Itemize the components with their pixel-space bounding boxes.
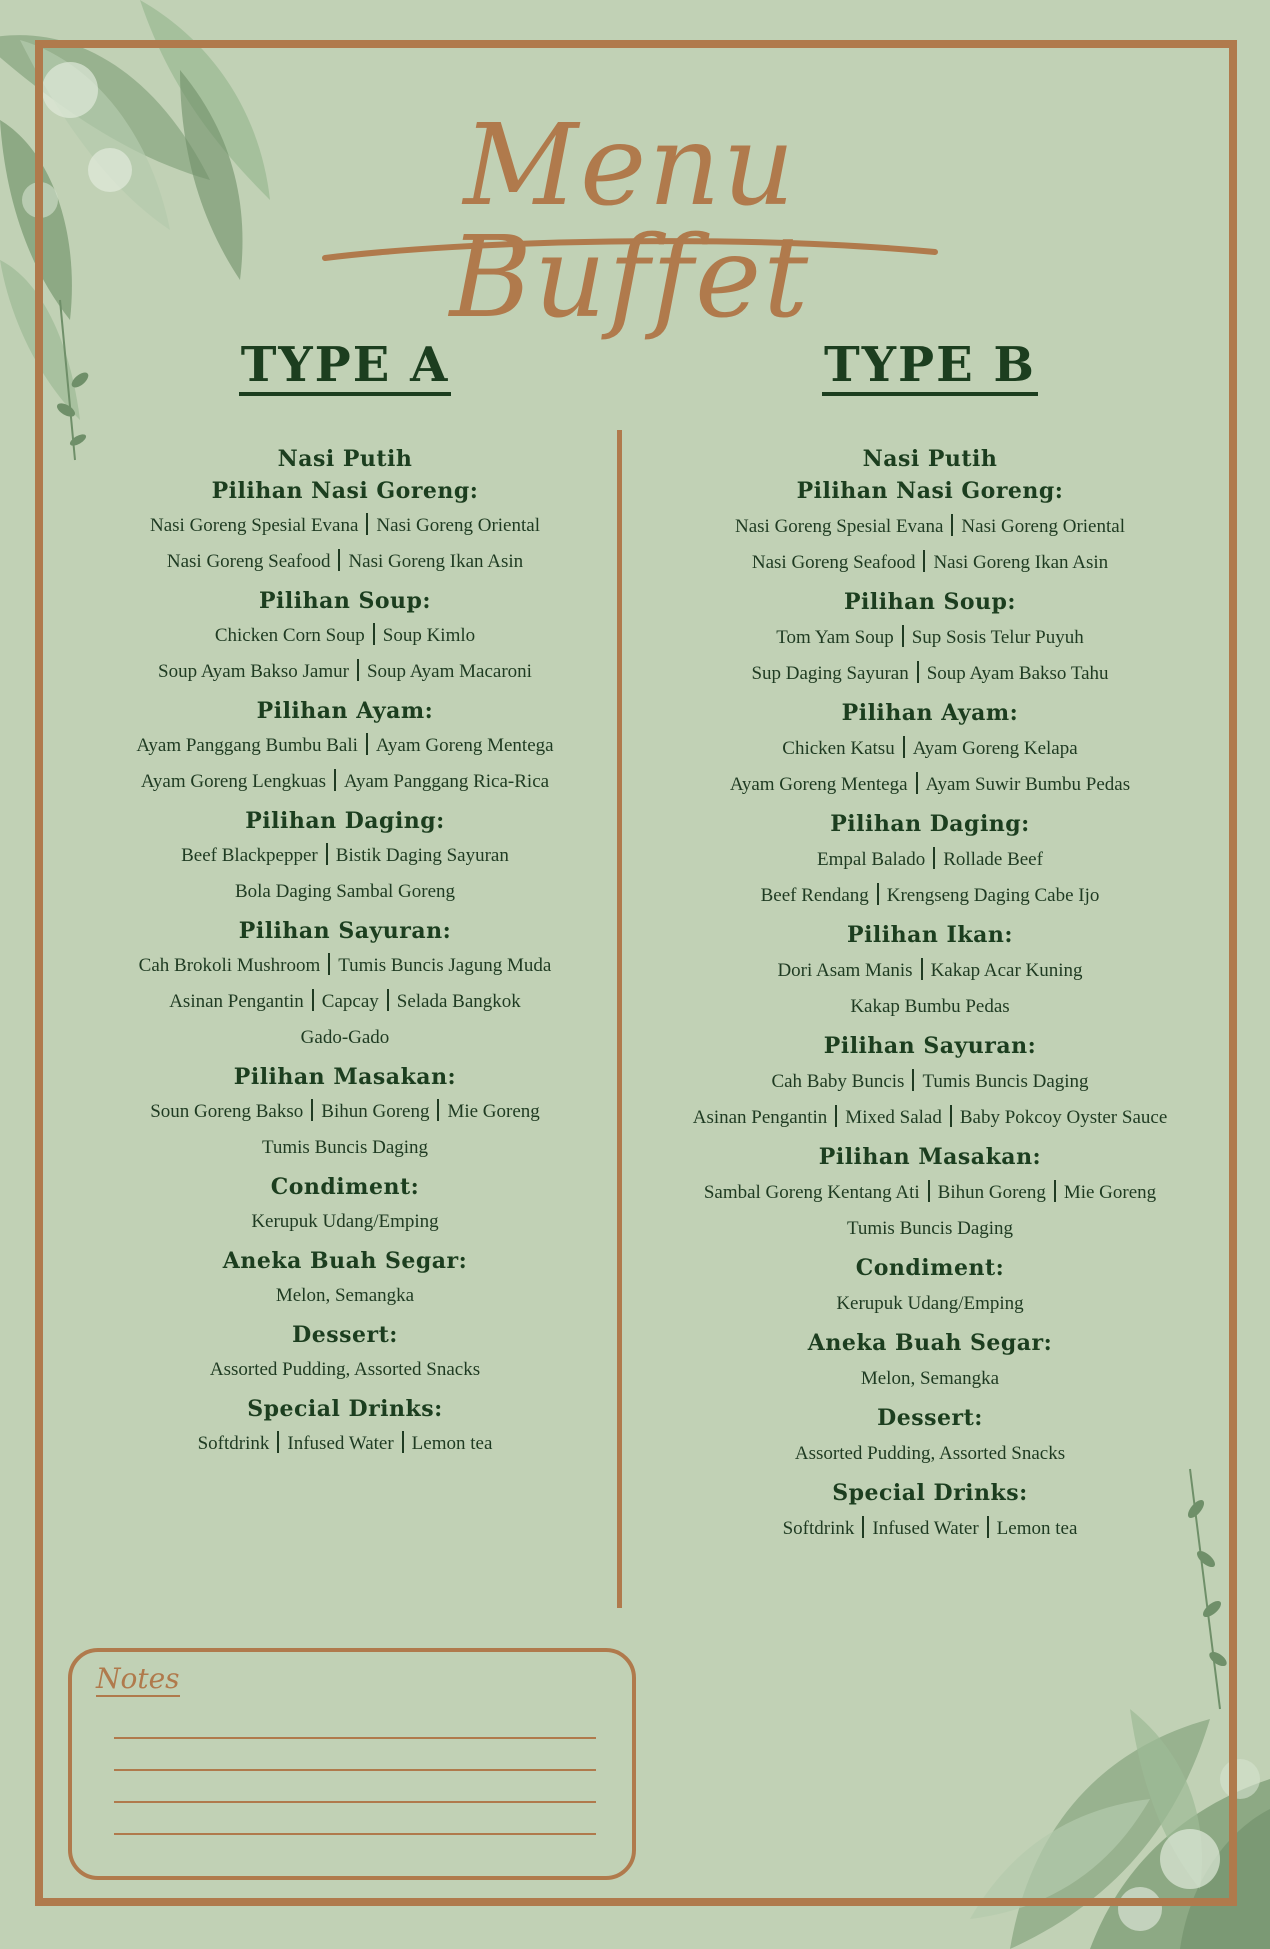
menu-item: Melon, Semangka <box>275 1285 415 1307</box>
menu-item: Bihun Goreng <box>937 1182 1046 1204</box>
menu-line <box>70 618 620 654</box>
menu-item: Cah Brokoli Mushroom <box>138 955 321 977</box>
menu-item: Baby Pokcoy Oyster Sauce <box>959 1107 1168 1129</box>
menu-line <box>70 984 620 1020</box>
section-title: Aneka Buah Segar: <box>807 1330 1053 1357</box>
menu-section <box>70 446 620 473</box>
item-separator <box>1054 1180 1056 1202</box>
menu-item: Assorted Pudding, Assorted Snacks <box>794 1443 1066 1465</box>
menu-item: Chicken Corn Soup <box>214 625 365 647</box>
menu-section <box>70 480 620 580</box>
notes-line <box>114 1737 596 1739</box>
section-title: Pilihan Daging: <box>830 811 1030 838</box>
section-title: Pilihan Daging: <box>245 808 445 835</box>
menu-item: Melon, Semangka <box>860 1368 1000 1390</box>
menu-line <box>640 1175 1220 1211</box>
menu-section <box>640 591 1220 692</box>
menu-item: Soup Kimlo <box>382 625 476 647</box>
section-title: Pilihan Nasi Goreng: <box>796 478 1064 505</box>
section-title: Pilihan Sayuran: <box>823 1033 1037 1060</box>
menu-section <box>640 702 1220 803</box>
menu-item: Empal Balado <box>817 849 926 871</box>
menu-line <box>70 1094 620 1130</box>
notes-box <box>68 1648 636 1880</box>
menu-title-text: Menu Buffet <box>449 101 811 343</box>
menu-item: Mie Goreng <box>1063 1182 1157 1204</box>
menu-line <box>70 508 620 544</box>
menu-item: Ayam Goreng Kelapa <box>912 738 1078 760</box>
menu-item: Kakap Bumbu Pedas <box>850 996 1010 1018</box>
menu-item: Ayam Goreng Mentega <box>729 774 908 796</box>
menu-section <box>70 1398 620 1462</box>
menu-item: Mixed Salad <box>845 1107 942 1129</box>
notes-title: Notes <box>96 1662 180 1695</box>
menu-item: Tumis Buncis Daging <box>846 1218 1014 1240</box>
menu-section <box>640 1407 1220 1472</box>
menu-item: Ayam Goreng Lengkuas <box>140 771 326 793</box>
menu-line <box>70 1130 620 1166</box>
menu-item: Lemon tea <box>411 1433 493 1455</box>
type-b-heading: TYPE B <box>822 340 1038 396</box>
menu-column-type-a <box>70 337 620 1472</box>
menu-column-type-b <box>640 337 1220 1557</box>
item-separator <box>862 1516 864 1538</box>
section-title: Pilihan Ayam: <box>841 700 1019 727</box>
section-title: Condiment: <box>855 1255 1005 1282</box>
item-separator <box>987 1516 989 1538</box>
menu-item: Nasi Goreng Spesial Evana <box>150 515 359 537</box>
menu-line <box>640 1361 1220 1397</box>
menu-line <box>640 1511 1220 1547</box>
menu-section <box>70 1066 620 1166</box>
notes-line <box>114 1801 596 1803</box>
menu-line <box>70 948 620 984</box>
menu-item: Sup Sosis Telur Puyuh <box>911 627 1084 649</box>
section-title: Pilihan Masakan: <box>818 1144 1042 1171</box>
item-separator <box>950 1105 952 1127</box>
menu-line <box>70 838 620 874</box>
menu-line <box>70 544 620 580</box>
menu-line <box>70 1278 620 1314</box>
item-separator <box>835 1105 837 1127</box>
menu-item: Kakap Acar Kuning <box>930 960 1083 982</box>
menu-item: Asinan Pengantin <box>169 991 304 1013</box>
section-title: Aneka Buah Segar: <box>222 1248 468 1275</box>
menu-item: Soup Ayam Bakso Tahu <box>926 663 1109 685</box>
section-title: Pilihan Ikan: <box>847 922 1013 949</box>
item-separator <box>916 772 918 794</box>
menu-item: Soup Ayam Bakso Jamur <box>158 661 349 683</box>
menu-item: Beef Rendang <box>760 885 869 907</box>
section-title: Nasi Putih <box>862 446 998 473</box>
type-a-sections <box>70 448 620 1462</box>
menu-item: Beef Blackpepper <box>181 845 318 867</box>
menu-item: Ayam Goreng Mentega <box>375 735 554 757</box>
menu-item: Soun Goreng Bakso <box>150 1101 304 1123</box>
menu-item: Sambal Goreng Kentang Ati <box>703 1182 920 1204</box>
menu-item: Nasi Goreng Ikan Asin <box>348 551 524 573</box>
section-title: Special Drinks: <box>247 1396 443 1423</box>
section-title: Dessert: <box>877 1405 983 1432</box>
menu-line <box>640 842 1220 878</box>
menu-item: Rollade Beef <box>943 849 1043 871</box>
menu-section <box>640 813 1220 914</box>
menu-section <box>70 700 620 800</box>
menu-item: Infused Water <box>872 1518 979 1540</box>
menu-line <box>640 1211 1220 1247</box>
menu-item: Kerupuk Udang/Emping <box>251 1211 439 1233</box>
menu-item: Nasi Goreng Seafood <box>751 552 916 574</box>
type-a-heading: TYPE A <box>239 340 452 396</box>
menu-line <box>70 1426 620 1462</box>
item-separator <box>902 625 904 647</box>
item-separator <box>366 733 368 755</box>
menu-item: Bola Daging Sambal Goreng <box>234 881 456 903</box>
menu-line <box>70 1352 620 1388</box>
menu-item: Nasi Goreng Spesial Evana <box>735 516 944 538</box>
menu-line <box>640 989 1220 1025</box>
menu-section <box>640 1257 1220 1322</box>
menu-item: Tumis Buncis Jagung Muda <box>338 955 552 977</box>
notes-line <box>114 1769 596 1771</box>
item-separator <box>877 883 879 905</box>
item-separator <box>373 623 375 645</box>
menu-line <box>640 1064 1220 1100</box>
menu-item: Bihun Goreng <box>321 1101 430 1123</box>
menu-line <box>640 767 1220 803</box>
menu-line <box>640 1100 1220 1136</box>
menu-section <box>70 1324 620 1388</box>
menu-line <box>70 1020 620 1056</box>
column-divider <box>617 430 622 1608</box>
menu-item: Tumis Buncis Daging <box>261 1137 429 1159</box>
menu-line <box>70 728 620 764</box>
item-separator <box>903 736 905 758</box>
menu-item: Nasi Goreng Oriental <box>376 515 540 537</box>
menu-line <box>70 764 620 800</box>
menu-section <box>640 1482 1220 1547</box>
menu-item: Capcay <box>321 991 379 1013</box>
menu-section <box>640 446 1220 473</box>
item-separator <box>921 958 923 980</box>
menu-item: Assorted Pudding, Assorted Snacks <box>209 1359 481 1381</box>
section-title: Pilihan Soup: <box>843 589 1017 616</box>
menu-section <box>70 590 620 690</box>
type-b-sections <box>640 448 1220 1547</box>
menu-section <box>70 920 620 1056</box>
menu-item: Infused Water <box>287 1433 394 1455</box>
menu-line <box>70 1204 620 1240</box>
item-separator <box>917 661 919 683</box>
item-separator <box>312 989 314 1011</box>
item-separator <box>951 514 953 536</box>
menu-item: Dori Asam Manis <box>777 960 913 982</box>
section-title: Nasi Putih <box>277 446 413 473</box>
item-separator <box>923 550 925 572</box>
menu-section <box>640 480 1220 581</box>
menu-section <box>640 1146 1220 1247</box>
section-title: Special Drinks: <box>832 1480 1028 1507</box>
menu-item: Krengseng Daging Cabe Ijo <box>886 885 1100 907</box>
menu-line <box>70 654 620 690</box>
item-separator <box>928 1180 930 1202</box>
menu-line <box>70 874 620 910</box>
title-underline <box>320 230 940 270</box>
item-separator <box>387 989 389 1011</box>
menu-item: Ayam Suwir Bumbu Pedas <box>925 774 1131 796</box>
item-separator <box>357 659 359 681</box>
menu-line <box>640 620 1220 656</box>
item-separator <box>277 1431 279 1453</box>
menu-item: Lemon tea <box>996 1518 1078 1540</box>
menu-item: Nasi Goreng Ikan Asin <box>933 552 1109 574</box>
menu-item: Bistik Daging Sayuran <box>335 845 509 867</box>
menu-line <box>640 878 1220 914</box>
section-title: Pilihan Soup: <box>258 588 432 615</box>
menu-item: Softdrink <box>782 1518 855 1540</box>
menu-section <box>640 924 1220 1025</box>
menu-item: Ayam Panggang Rica-Rica <box>343 771 550 793</box>
menu-line <box>640 509 1220 545</box>
section-title: Pilihan Masakan: <box>233 1064 457 1091</box>
menu-item: Cah Baby Buncis <box>771 1071 905 1093</box>
menu-line <box>640 656 1220 692</box>
item-separator <box>912 1069 914 1091</box>
menu-line <box>640 731 1220 767</box>
menu-section <box>640 1332 1220 1397</box>
menu-item: Tom Yam Soup <box>776 627 894 649</box>
menu-item: Tumis Buncis Daging <box>922 1071 1089 1093</box>
section-title: Pilihan Nasi Goreng: <box>211 478 479 505</box>
section-title: Pilihan Ayam: <box>256 698 434 725</box>
menu-line <box>640 1286 1220 1322</box>
section-title: Pilihan Sayuran: <box>238 918 452 945</box>
item-separator <box>402 1431 404 1453</box>
menu-line <box>640 1436 1220 1472</box>
menu-line <box>640 545 1220 581</box>
menu-item: Nasi Goreng Seafood <box>166 551 331 573</box>
menu-item: Selada Bangkok <box>396 991 521 1013</box>
menu-item: Sup Daging Sayuran <box>751 663 909 685</box>
item-separator <box>437 1099 439 1121</box>
item-separator <box>338 549 340 571</box>
item-separator <box>326 843 328 865</box>
section-title: Condiment: <box>270 1174 420 1201</box>
item-separator <box>334 769 336 791</box>
menu-item: Gado-Gado <box>300 1027 390 1049</box>
menu-item: Kerupuk Udang/Emping <box>836 1293 1024 1315</box>
notes-line <box>114 1833 596 1835</box>
menu-item: Soup Ayam Macaroni <box>366 661 532 683</box>
item-separator <box>328 953 330 975</box>
menu-section <box>70 810 620 910</box>
section-title: Dessert: <box>292 1322 398 1349</box>
menu-section <box>640 1035 1220 1136</box>
menu-section <box>70 1250 620 1314</box>
item-separator <box>311 1099 313 1121</box>
menu-item: Chicken Katsu <box>782 738 895 760</box>
item-separator <box>933 847 935 869</box>
menu-section <box>70 1176 620 1240</box>
menu-item: Mie Goreng <box>447 1101 540 1123</box>
menu-item: Softdrink <box>197 1433 270 1455</box>
menu-item: Nasi Goreng Oriental <box>961 516 1125 538</box>
item-separator <box>366 513 368 535</box>
menu-item: Ayam Panggang Bumbu Bali <box>136 735 358 757</box>
menu-line <box>640 953 1220 989</box>
page-title <box>300 80 960 343</box>
menu-item: Asinan Pengantin <box>692 1107 828 1129</box>
